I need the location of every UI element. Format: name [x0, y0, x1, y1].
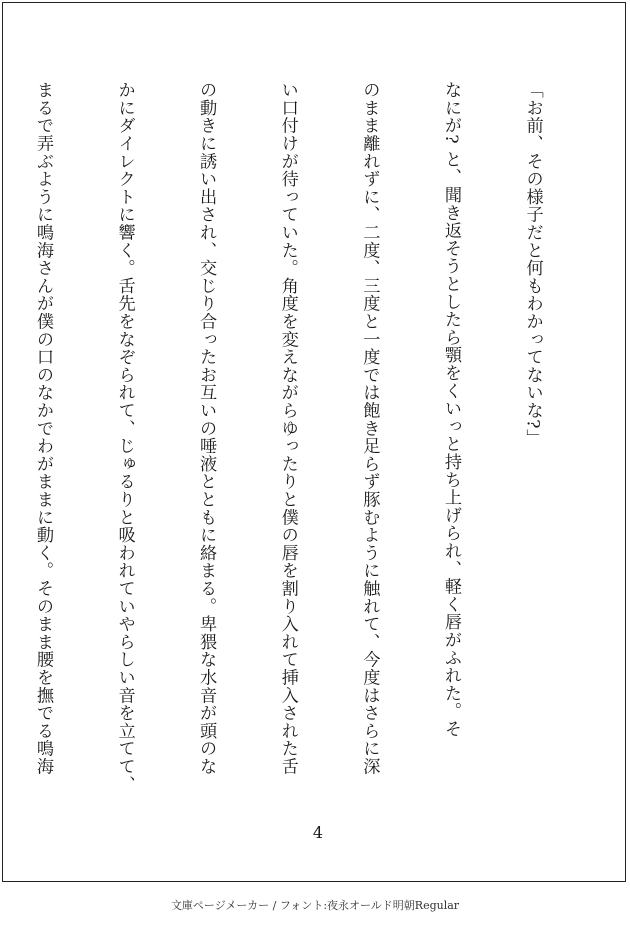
- text-line: い口付けが待っていた。角度を変えながらゆったりと僕の唇を割り入れて挿入された舌: [277, 81, 298, 776]
- text-line: まるで弄ぶように鳴海さんが僕の口のなかでわがままに動く。そのまま腰を撫でる鳴海: [32, 81, 53, 776]
- text-line: の動きに誘い出され、交じり合ったお互いの唾液とともに絡まる。卑猥な水音が頭のな: [196, 81, 217, 776]
- text-line: のまま離れずに、二度、三度と一度では飽き足らず豚むように触れて、今度はさらに深: [359, 81, 380, 776]
- footer-credit: 文庫ページメーカー / フォント:夜永オールド明朝Regular: [170, 899, 460, 912]
- text-line: かにダイレクトに響く。舌先をなぞられて、じゅるりと吸われていやらしい音を立てて、: [114, 81, 135, 793]
- text-line: なにが? と、聞き返そうとしたら顎をくいっと持ち上げられ、軽く唇がふれた。そ: [440, 81, 461, 738]
- page-frame: [2, 2, 626, 882]
- text-line: 「お前、その様子だと何もわかってないな?」: [522, 81, 543, 447]
- page-number: 4: [312, 823, 324, 842]
- vertical-body-text: [32, 81, 600, 811]
